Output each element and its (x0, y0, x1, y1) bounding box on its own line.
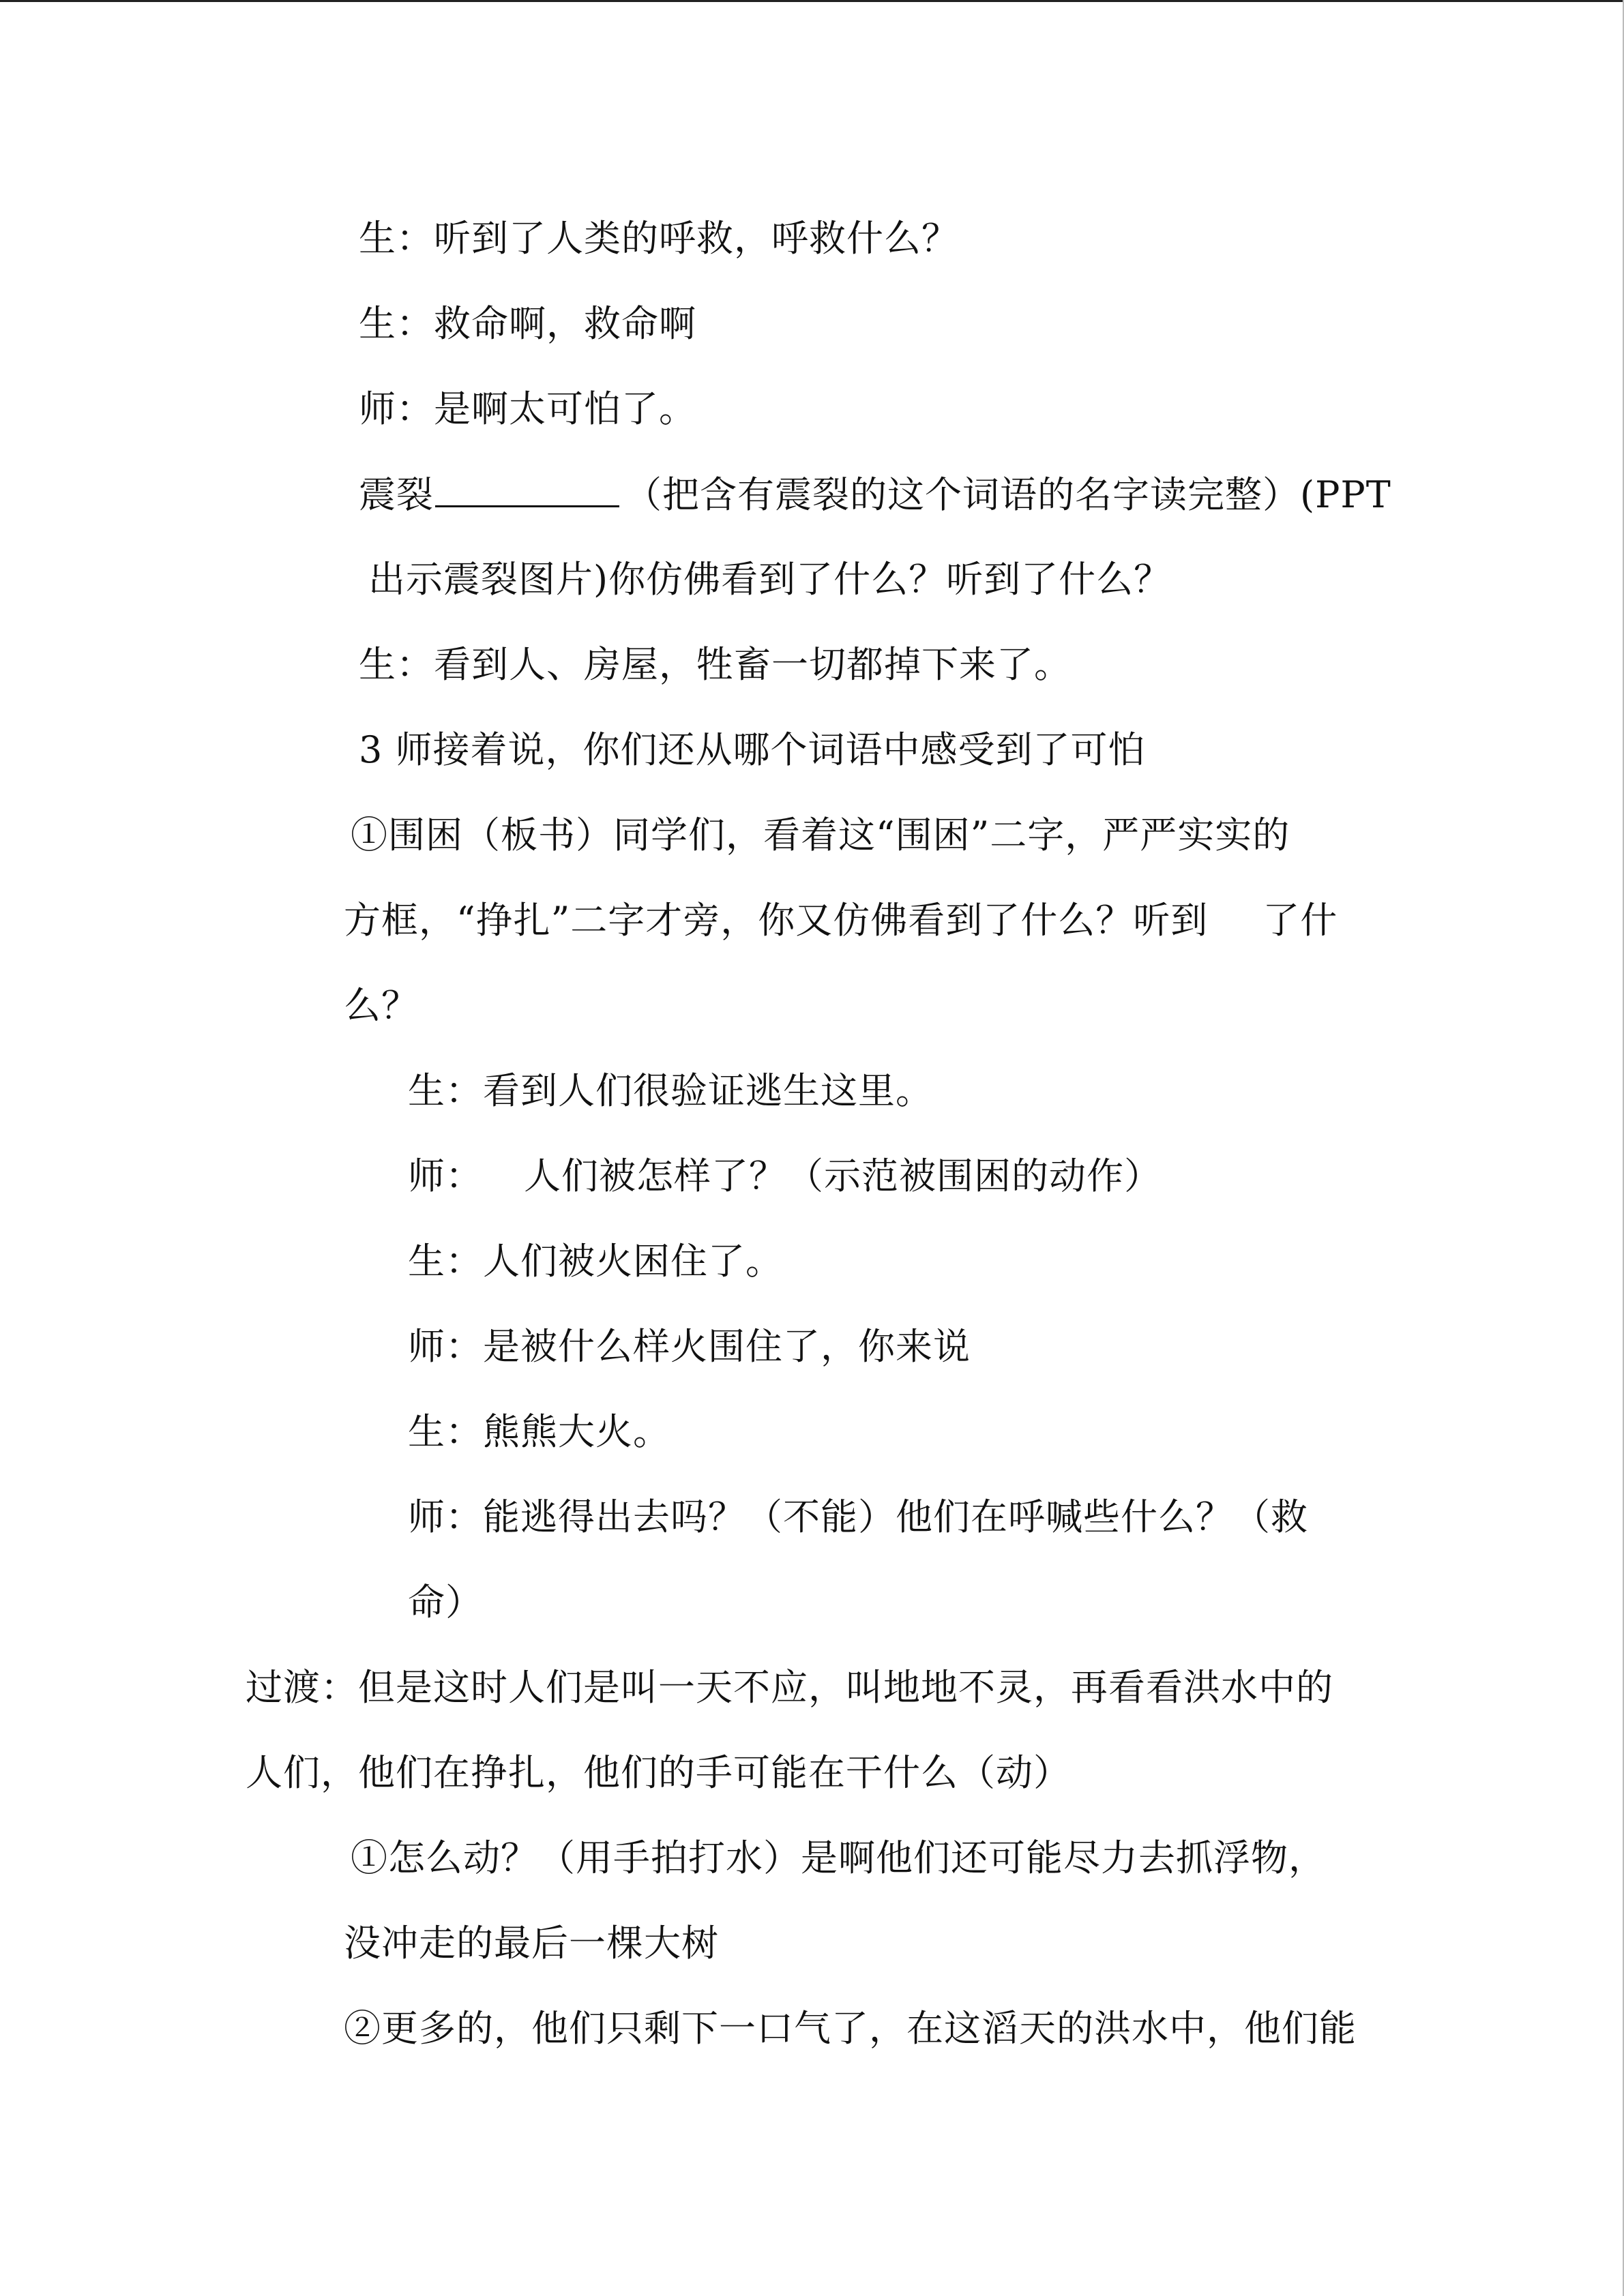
text-line: 生：熊熊大火。 (408, 1410, 670, 1453)
text-line: 人们，他们在挣扎，他们的手可能在干什么（动） (246, 1751, 1071, 1794)
text-line: 师：是啊太可怕了。 (359, 387, 696, 430)
text-segment: 人们被怎样了？（示范被围困的动作） (524, 1154, 1162, 1197)
text-line-with-blank (359, 473, 1391, 516)
text-line: 生：看到人们很验证逃生这里。 (408, 1069, 933, 1112)
text-line-with-gap (344, 899, 1338, 942)
text-segment: 了什 (1263, 899, 1338, 942)
text-segment: 震裂 (359, 473, 434, 516)
text-line: 命） (408, 1581, 483, 1624)
page-top-border (0, 0, 1624, 2)
text-line: 出示震裂图片)你仿佛看到了什么？听到了什么？ (368, 558, 1172, 601)
text-segment: 师： (408, 1154, 483, 1197)
text-segment: （把含有震裂的这个词语的名字读完整）(PPT (625, 473, 1391, 516)
text-line: 师：能逃得出去吗？（不能）他们在呼喊些什么？（救 (408, 1495, 1308, 1538)
text-line: 没冲走的最后一棵大树 (344, 1922, 719, 1965)
text-line: 过渡：但是这时人们是叫一天不应，叫地地不灵，再看看洪水中的 (246, 1666, 1333, 1709)
fill-in-blank (435, 473, 619, 507)
text-line: 师：是被什么样火围住了，你来说 (408, 1325, 971, 1368)
text-line: 么？ (344, 984, 419, 1027)
text-line: 3 师接着说，你们还从哪个词语中感受到了可怕 (359, 728, 1146, 771)
text-line: 生：看到人、房屋，牲畜一切都掉下来了。 (359, 643, 1072, 686)
text-line: ①围困（板书）同学们，看着这“围困”二字，严严实实的 (351, 814, 1290, 856)
text-line: ①怎么动？（用手拍打水）是啊他们还可能尽力去抓浮物， (351, 1836, 1326, 1879)
text-segment: 方框，“挣扎”二字才旁，你又仿佛看到了什么？听到 (344, 899, 1209, 942)
text-line: 生：人们被火困住了。 (408, 1240, 783, 1283)
text-line: 生：听到了人类的呼救，呼救什么？ (359, 217, 959, 260)
text-line: 生：救命啊，救命啊 (359, 302, 696, 345)
text-line: ②更多的，他们只剩下一口气了，在这滔天的洪水中，他们能 (344, 2007, 1357, 2050)
text-line-with-gap (408, 1154, 1162, 1198)
